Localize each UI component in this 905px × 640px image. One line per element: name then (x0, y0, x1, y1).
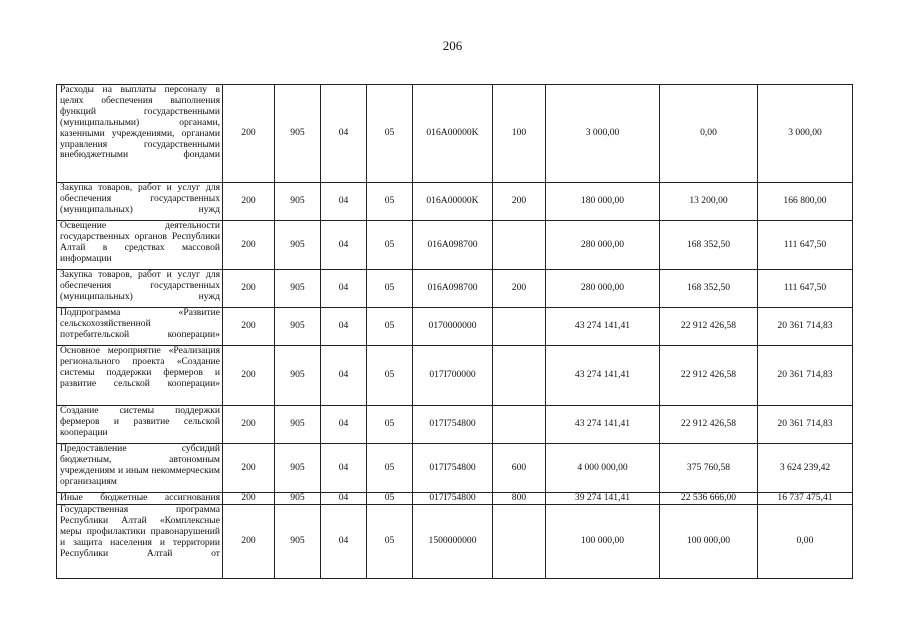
cell-amount-3: 20 361 714,83 (758, 308, 853, 346)
table-row (57, 308, 853, 346)
cell-amount-3: 3 000,00 (758, 85, 853, 183)
cell-amount-1: 280 000,00 (546, 221, 660, 270)
cell-col-4: 05 (367, 505, 413, 579)
cell-amount-2: 13 200,00 (660, 183, 758, 221)
cell-col-4: 05 (367, 221, 413, 270)
cell-expense-type (493, 406, 546, 444)
cell-col-3: 04 (321, 505, 367, 579)
cell-target-code: 016A00000K (413, 85, 493, 183)
cell-col-3: 04 (321, 493, 367, 505)
row-description: Освещение деятельности государственных органов Республики Алтай в средствах массовой информации (57, 221, 223, 270)
cell-amount-1: 39 274 141,41 (546, 493, 660, 505)
cell-col-3: 04 (321, 308, 367, 346)
cell-col-4: 05 (367, 493, 413, 505)
cell-col-2: 905 (275, 505, 321, 579)
row-description: Основное мероприятие «Реализация регионального проекта «Создание системы поддержки фермеров и развитие сельской кооперации» (57, 346, 223, 406)
table-row (57, 221, 853, 270)
cell-expense-type: 800 (493, 493, 546, 505)
row-description: Государственная программа Республики Алтай «Комплексные меры профилактики правонарушений и защита населения и территории Республики Алтай от (57, 505, 223, 579)
cell-amount-3: 111 647,50 (758, 270, 853, 308)
cell-col-1: 200 (223, 505, 275, 579)
cell-amount-2: 22 536 666,00 (660, 493, 758, 505)
table-row (57, 183, 853, 221)
table-row (57, 444, 853, 493)
cell-amount-2: 168 352,50 (660, 221, 758, 270)
cell-amount-3: 20 361 714,83 (758, 406, 853, 444)
cell-col-2: 905 (275, 406, 321, 444)
cell-col-4: 05 (367, 444, 413, 493)
cell-col-1: 200 (223, 444, 275, 493)
row-description: Создание системы поддержки фермеров и развитие сельской кооперации (57, 406, 223, 444)
cell-amount-3: 0,00 (758, 505, 853, 579)
cell-target-code: 016A098700 (413, 221, 493, 270)
cell-col-1: 200 (223, 406, 275, 444)
cell-col-4: 05 (367, 85, 413, 183)
cell-col-4: 05 (367, 270, 413, 308)
cell-amount-1: 3 000,00 (546, 85, 660, 183)
cell-col-3: 04 (321, 221, 367, 270)
cell-amount-1: 4 000 000,00 (546, 444, 660, 493)
row-description: Предоставление субсидий бюджетным, автономным учреждениям и иным некоммерческим организациям (57, 444, 223, 493)
cell-col-2: 905 (275, 270, 321, 308)
row-description: Закупка товаров, работ и услуг для обеспечения государственных (муниципальных) нужд (57, 270, 223, 308)
table-row (57, 346, 853, 406)
budget-table (56, 84, 853, 579)
row-description: Расходы на выплаты персоналу в целях обеспечения выполнения функций государственными (муниципальными) органами, казенными учреждениями, органами управления государственными внебюджетными фондами (57, 85, 223, 183)
cell-expense-type: 200 (493, 270, 546, 308)
cell-col-4: 05 (367, 308, 413, 346)
cell-col-3: 04 (321, 270, 367, 308)
cell-target-code: 017I754800 (413, 493, 493, 505)
cell-amount-2: 100 000,00 (660, 505, 758, 579)
cell-col-3: 04 (321, 85, 367, 183)
cell-target-code: 016A00000K (413, 183, 493, 221)
cell-amount-1: 43 274 141,41 (546, 406, 660, 444)
cell-col-2: 905 (275, 308, 321, 346)
cell-expense-type (493, 308, 546, 346)
cell-amount-3: 166 800,00 (758, 183, 853, 221)
cell-expense-type (493, 221, 546, 270)
cell-expense-type: 600 (493, 444, 546, 493)
row-description: Закупка товаров, работ и услуг для обеспечения государственных (муниципальных) нужд (57, 183, 223, 221)
cell-col-2: 905 (275, 221, 321, 270)
cell-col-1: 200 (223, 270, 275, 308)
table-row (57, 505, 853, 579)
cell-col-1: 200 (223, 346, 275, 406)
cell-amount-2: 22 912 426,58 (660, 406, 758, 444)
table-body (57, 85, 853, 579)
cell-target-code: 017I700000 (413, 346, 493, 406)
cell-amount-1: 280 000,00 (546, 270, 660, 308)
page-number: 206 (442, 38, 463, 53)
cell-expense-type (493, 346, 546, 406)
cell-col-4: 05 (367, 346, 413, 406)
cell-amount-2: 22 912 426,58 (660, 346, 758, 406)
cell-target-code: 017I754800 (413, 444, 493, 493)
cell-expense-type (493, 505, 546, 579)
cell-amount-1: 43 274 141,41 (546, 308, 660, 346)
cell-col-3: 04 (321, 406, 367, 444)
cell-col-2: 905 (275, 85, 321, 183)
cell-col-2: 905 (275, 183, 321, 221)
cell-amount-2: 168 352,50 (660, 270, 758, 308)
table-row (57, 493, 853, 505)
cell-amount-2: 0,00 (660, 85, 758, 183)
table-row (57, 406, 853, 444)
cell-target-code: 017I754800 (413, 406, 493, 444)
cell-col-1: 200 (223, 183, 275, 221)
cell-amount-3: 111 647,50 (758, 221, 853, 270)
cell-amount-1: 43 274 141,41 (546, 346, 660, 406)
cell-col-2: 905 (275, 346, 321, 406)
cell-target-code: 1500000000 (413, 505, 493, 579)
cell-col-2: 905 (275, 493, 321, 505)
cell-col-1: 200 (223, 221, 275, 270)
cell-amount-2: 375 760,58 (660, 444, 758, 493)
cell-col-2: 905 (275, 444, 321, 493)
cell-col-1: 200 (223, 85, 275, 183)
cell-expense-type: 200 (493, 183, 546, 221)
cell-expense-type: 100 (493, 85, 546, 183)
cell-amount-1: 100 000,00 (546, 505, 660, 579)
cell-amount-2: 22 912 426,58 (660, 308, 758, 346)
row-description: Подпрограмма «Развитие сельскохозяйственной потребительской кооперации» (57, 308, 223, 346)
cell-amount-3: 20 361 714,83 (758, 346, 853, 406)
cell-col-1: 200 (223, 308, 275, 346)
table-row (57, 270, 853, 308)
row-description: Иные бюджетные ассигнования (57, 493, 223, 505)
cell-amount-3: 3 624 239,42 (758, 444, 853, 493)
table-row (57, 85, 853, 183)
cell-col-3: 04 (321, 346, 367, 406)
cell-col-4: 05 (367, 183, 413, 221)
cell-target-code: 016A098700 (413, 270, 493, 308)
cell-col-1: 200 (223, 493, 275, 505)
cell-amount-3: 16 737 475,41 (758, 493, 853, 505)
cell-col-4: 05 (367, 406, 413, 444)
cell-amount-1: 180 000,00 (546, 183, 660, 221)
cell-target-code: 0170000000 (413, 308, 493, 346)
cell-col-3: 04 (321, 444, 367, 493)
cell-col-3: 04 (321, 183, 367, 221)
